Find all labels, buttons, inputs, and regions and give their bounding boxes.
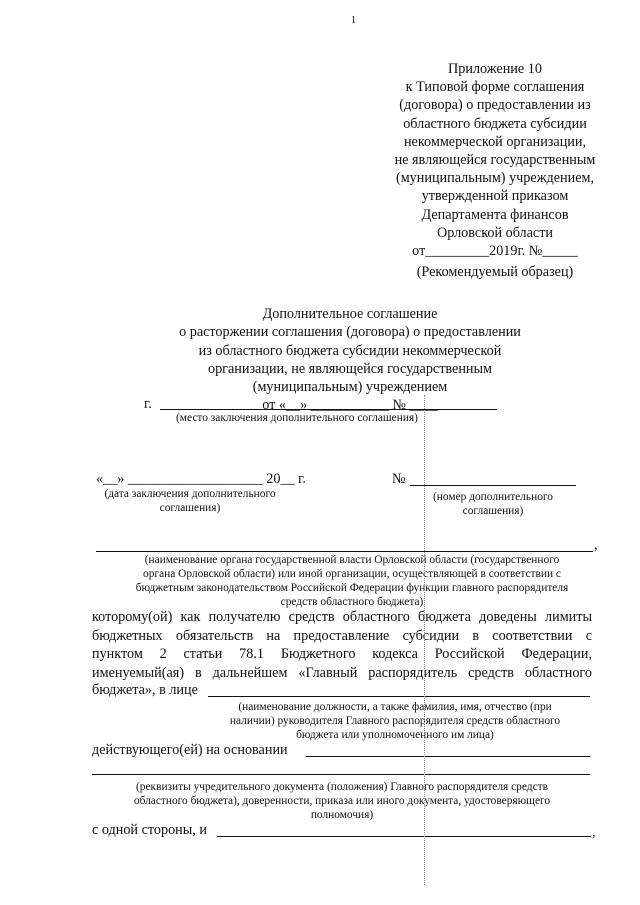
title-line: (муниципальным) учреждением [252,379,448,396]
body-paragraph [92,608,592,682]
body-line: бюджетных обязательств на предоставление субсидии в соответствии с [92,627,592,644]
acting-label: действующего(ей) на основании [92,742,288,758]
basis-field-line-2[interactable] [92,774,590,775]
body-line: именуемый(ая) в дальнейшем «Главный распорядитель средств областного [92,664,592,681]
title-line: о расторжении соглашения (договора) о предоставлении [179,324,521,341]
title-line: из областного бюджета субсидии некоммерческой [198,342,502,359]
number-caption: (номер дополнительного соглашения) [433,491,553,517]
date-caption: (дата заключения дополнительного соглашения) [104,488,276,514]
basis-caption: (реквизиты учредительного документа (положения) Главного распорядителя средств областного бюджета), доверенности, приказа или иного документа, удостоверяющего полномочия) [133,781,551,821]
appendix-header [380,60,610,260]
end-comma: , [592,824,596,840]
body-line: пунктом 2 статьи 78.1 Бюджетного кодекса Российской Федерации, [92,646,592,662]
organ-caption: (наименование органа государственной власти Орловской области (государственного органа Орловской области) или иной организации, осуществляющей в соответствии с бюджетным законодательством Российской Федерации функции главного распорядителя средств областного бюджета) [135,554,569,608]
place-caption: (место заключения дополнительного соглашения) [176,412,418,424]
appendix-line: не являющейся государственным [394,152,596,169]
appendix-line: Приложение 10 [448,61,542,77]
number-field-line[interactable] [410,485,576,486]
place-prefix: г. [144,396,152,412]
title-line: Дополнительное соглашение [262,306,438,322]
scan-crease [424,395,427,885]
basis-field-line-1[interactable] [306,756,590,757]
body-line: которому(ой) как получателю средств областного бюджета доведены лимиты [92,609,592,625]
organ-comma: , [594,537,598,553]
appendix-line: к Типовой форме соглашения [405,79,585,96]
in-person-label: бюджета», в лице [92,682,198,698]
title-line: от «__» ___________ № ____ [262,397,438,414]
appendix-line: Орловской области [436,224,554,241]
appendix-line: (договора) о предоставлении из [399,97,591,114]
one-side-label: с одной стороны, и [92,822,207,838]
organ-field-line[interactable] [96,551,593,552]
document-title [150,305,550,415]
person-field-line[interactable] [208,696,590,697]
number-sign: № [392,471,406,487]
appendix-line: утвержденной приказом [421,188,569,205]
appendix-line: некоммерческой организации, [403,133,587,150]
appendix-line: от_________2019г. №_____ [412,243,578,260]
appendix-line: (муниципальным) учреждением, [395,170,595,187]
appendix-line: областного бюджета субсидии [403,115,587,132]
other-party-field-line[interactable] [217,836,591,837]
person-caption: (наименование должности, а также фамилия, имя, отчество (при наличии) руководителя Главного распорядителя средств областного бюджета или уполномоченного им лица) [229,701,561,741]
date-field[interactable]: «__» ___________________ 20__ г. [96,471,306,487]
page-number: 1 [351,15,356,26]
place-field-line[interactable] [160,409,497,410]
recommended-sample-label: (Рекомендуемый образец) [416,264,574,280]
title-line: организации, не являющейся государственным [207,360,493,377]
appendix-line: Департамента финансов [421,206,569,223]
